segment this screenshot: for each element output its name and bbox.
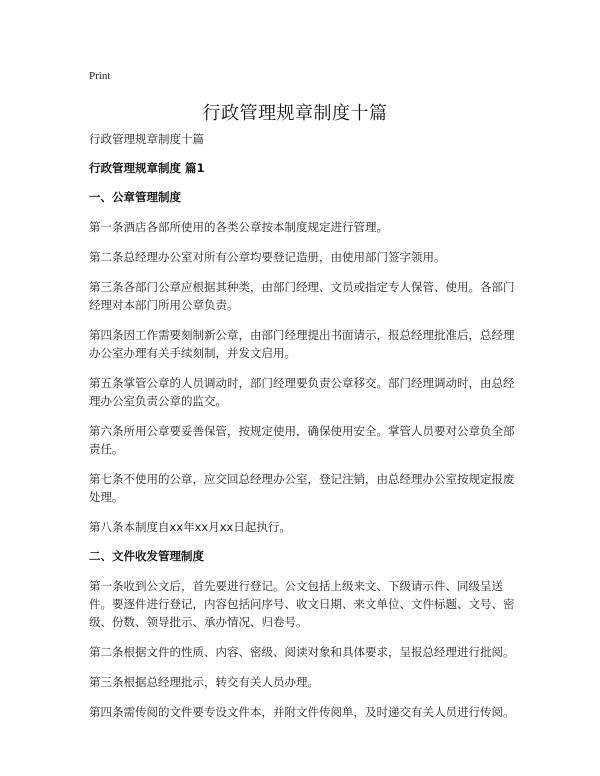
paragraph: 第一条收到公文后，首先要进行登记。公文包括上级来文、下级请示件、同级呈送件。要逐件进行登记，内容包括问序号、收文日期、来文单位、文件标题、文号、密级、份数、领导批示、承办情况、归卷号。: [89, 579, 515, 629]
document-title: 行政管理规章制度十篇: [202, 103, 388, 124]
section-heading-seal: 一、公章管理制度: [89, 190, 181, 204]
paragraph: 第六条所用公章要妥善保管，按规定使用，确保使用安全。掌管人员要对公章负全部责任。: [89, 424, 515, 456]
paragraph: 第七条不使用的公章，应交回总经理办公室，登记注销，由总经理办公室按规定报废处理。: [89, 472, 515, 504]
document-subtitle: 行政管理规章制度十篇: [89, 132, 204, 146]
part-heading: 行政管理规章制度 篇1: [89, 161, 205, 175]
paragraph: 第四条因工作需要刻制新公章，由部门经理提出书面请示，报总经理批准后，总经理办公室办理有关手续刻制，并发文启用。: [89, 328, 515, 360]
paragraph: 第一条酒店各部所使用的各类公章按本制度规定进行管理。: [89, 220, 388, 234]
paragraph: 第二条总经理办公室对所有公章均要登记造册，由使用部门签字领用。: [89, 250, 446, 264]
section-heading-documents: 二、文件收发管理制度: [89, 549, 204, 563]
paragraph: 第八条本制度自xx年xx月xx日起执行。: [89, 520, 291, 534]
paragraph: 第三条根据总经理批示，转交有关人员办理。: [89, 675, 319, 689]
print-link[interactable]: Print: [89, 70, 111, 82]
paragraph: 第五条掌管公章的人员调动时，部门经理要负责公章移交。部门经理调动时，由总经理办公室负责公章的监交。: [89, 376, 515, 408]
paragraph: 第二条根据文件的性质、内容、密级、阅读对象和具体要求，呈报总经理进行批阅。: [89, 645, 515, 659]
document-body: [89, 131, 519, 733]
paragraph: 第四条需传阅的文件要专设文件本，并附文件传阅单，及时递交有关人员进行传阅。: [89, 705, 515, 719]
paragraph: 第三条各部门公章应根据其种类，由部门经理、文员或指定专人保管、使用。各部门经理对本部门所用公章负责。: [89, 280, 515, 312]
